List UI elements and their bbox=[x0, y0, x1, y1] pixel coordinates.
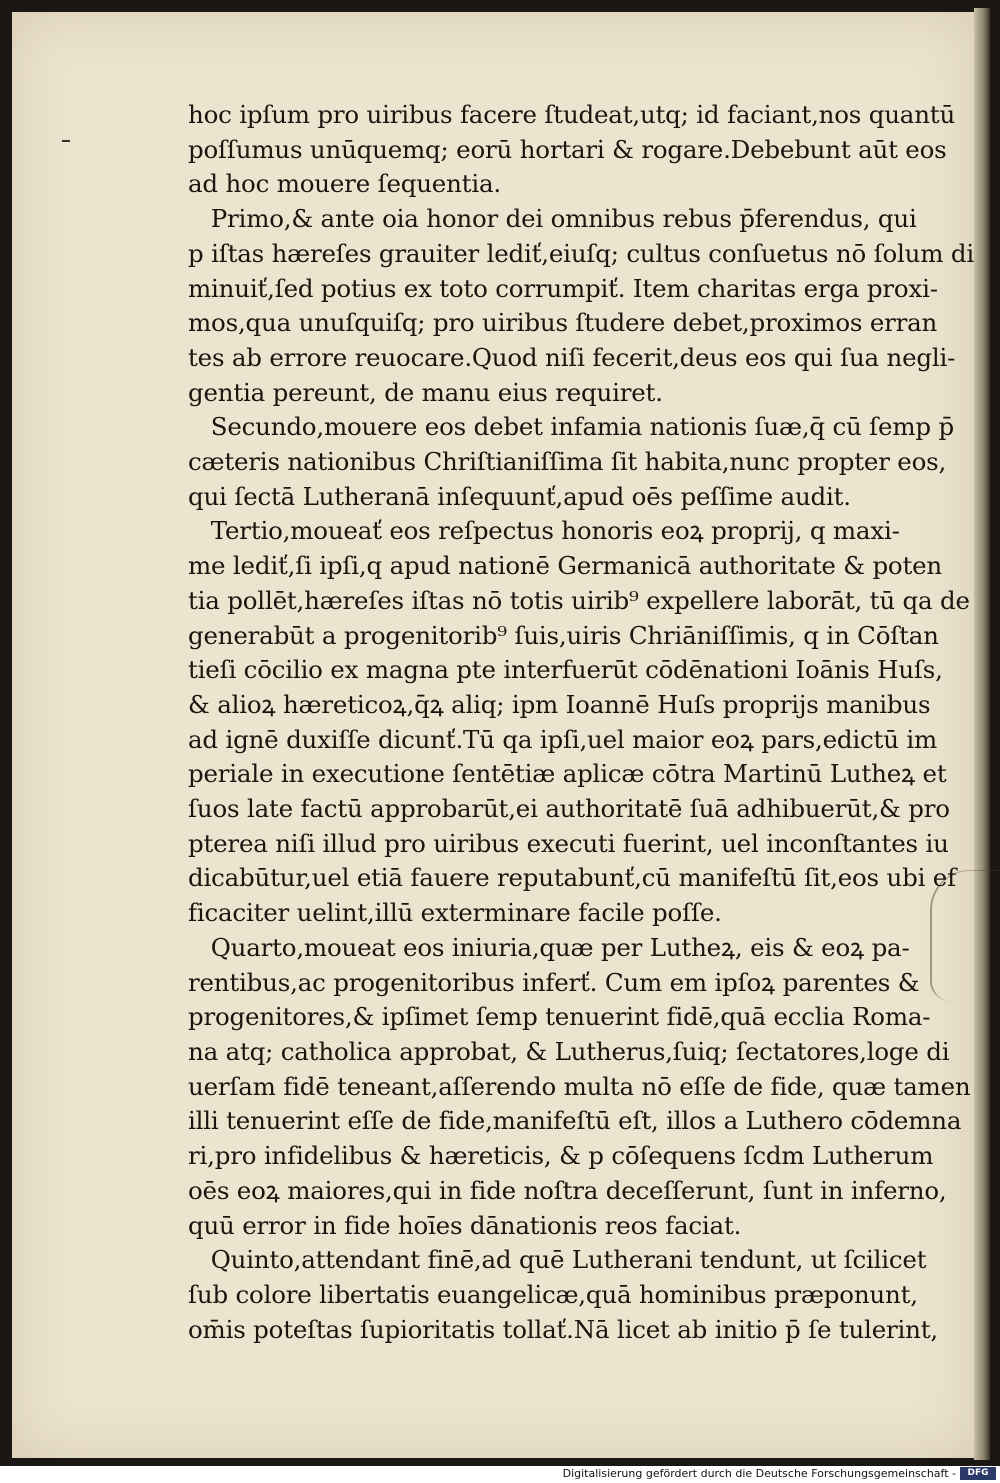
text-line: Secundo,mouere eos debet infamia nationis ſuæ,q̄ cū ſemp p̄ bbox=[188, 412, 954, 442]
text-line: cæteris nationibus Chriſtianiſſima ſit habita,nunc propter eos, bbox=[188, 447, 947, 477]
margin-mark bbox=[62, 140, 70, 142]
text-line: & alioꝝ hæreticoꝝ,q̄ꝝ aliq; ipm Ioannē Huſs proprijs manibus bbox=[188, 689, 931, 719]
text-line: progenitores,& ipſimet ſemp tenuerint fidē,quā ecclia Roma- bbox=[188, 1002, 931, 1032]
text-line: ſub colore libertatis euangelicæ,quā hominibus præponunt, bbox=[188, 1279, 918, 1309]
text-line: periale in executione ſentētiæ aplicæ cōtra Martinū Lutheꝝ et bbox=[188, 759, 947, 789]
text-line: ſuos late factū approbarūt,ei authoritatē ſuā adhibuerūt,& pro bbox=[188, 794, 950, 824]
text-line: uerſam fidē teneant,aſſerendo multa nō eſſe de fide, quæ tamen bbox=[188, 1071, 971, 1101]
text-line: ficaciter uelint,illū exterminare facile poſſe. bbox=[188, 898, 722, 928]
text-line: ri,pro infidelibus & hæreticis, & p cōſequens ſcdm Lutherum bbox=[188, 1141, 934, 1171]
text-line: poſſumus unūquemq; eorū hortari & rogare.Debebunt aūt eos bbox=[188, 134, 947, 164]
text-line: tieſi cōcilio ex magna pte interfuerūt cōdēnationi Ioānis Huſs, bbox=[188, 655, 943, 685]
text-line: p iſtas hæreſes grauiter lediť,eiuſq; cultus conſuetus nō ſolum di bbox=[188, 238, 974, 268]
text-line: me lediť,ſi ipſi,q apud nationē Germanicā authoritate & poten bbox=[188, 551, 942, 581]
text-line: quū error in fide hoīes dānationis reos faciat. bbox=[188, 1210, 742, 1240]
funding-credit: Digitalisierung gefördert durch die Deutsche Forschungsgemeinschaft - bbox=[562, 1467, 956, 1480]
dfg-logo: DFG bbox=[960, 1467, 996, 1480]
text-line: oēs eoꝝ maiores,qui in fide noſtra deceſſerunt, ſunt in inferno, bbox=[188, 1175, 947, 1205]
text-line: dicabūtur,uel etiā fauere reputabunť,cū manifeſtū ſit,eos ubi ef bbox=[188, 863, 956, 893]
footer-bar bbox=[0, 1466, 1000, 1483]
text-line: Quinto,attendant finē,ad quē Lutherani tendunt, ut ſcilicet bbox=[188, 1245, 927, 1275]
text-line: om̄is poteſtas ſupioritatis tollať.Nā licet ab initio p̄ ſe tulerint, bbox=[188, 1314, 938, 1344]
text-line: tes ab errore reuocare.Quod niſi fecerit,deus eos qui ſua negli- bbox=[188, 342, 956, 372]
text-line: rentibus,ac progenitoribus inferť. Cum em ipſoꝝ parentes & bbox=[188, 967, 920, 997]
text-line: na atq; catholica approbat, & Lutherus,ſuiq; ſectatores,loge di bbox=[188, 1036, 950, 1066]
text-line: Quarto,moueat eos iniuria,quæ per Lutheꝝ, eis & eoꝝ pa- bbox=[188, 932, 910, 962]
page-edge bbox=[974, 8, 990, 1460]
text-line: tia pollēt,hæreſes iſtas nō totis uirib⁹ expellere laborāt, tū qa de bbox=[188, 585, 970, 615]
text-line: ad ignē duxiſſe dicunť.Tū qa ipſi,uel maior eoꝝ pars,edictū im bbox=[188, 724, 938, 754]
text-line: gentia pereunt, de manu eius requiret. bbox=[188, 377, 663, 407]
text-line: Primo,& ante oia honor dei omnibus rebus p̄ferendus, qui bbox=[188, 204, 917, 234]
text-line: hoc ipſum pro uiribus facere ſtudeat,utq; id faciant,nos quantū bbox=[188, 100, 956, 129]
text-line: minuiť,ſed potius ex toto corrumpiť. Item charitas erga proxi- bbox=[188, 273, 938, 303]
text-line: ad hoc mouere ſequentia. bbox=[188, 169, 501, 199]
text-line: generabūt a progenitorib⁹ ſuis,uiris Chriāniſſimis, q in Cōſtan bbox=[188, 620, 939, 650]
text-line: pterea niſi illud pro uiribus executi fuerint, uel inconſtantes iu bbox=[188, 828, 949, 858]
page-text bbox=[188, 98, 974, 1347]
text-line: mos,qua unuſquiſq; pro uiribus ſtudere debet,proximos erran bbox=[188, 308, 938, 338]
text-line: illi tenuerint eſſe de fide,manifeſtū eſt, illos a Luthero cōdemna bbox=[188, 1106, 962, 1136]
text-line: qui ſectā Lutheranā inſequunť,apud oēs peſſime audit. bbox=[188, 481, 851, 511]
text-line: Tertio,moueať eos reſpectus honoris eoꝝ proprij, q maxi- bbox=[188, 516, 900, 546]
